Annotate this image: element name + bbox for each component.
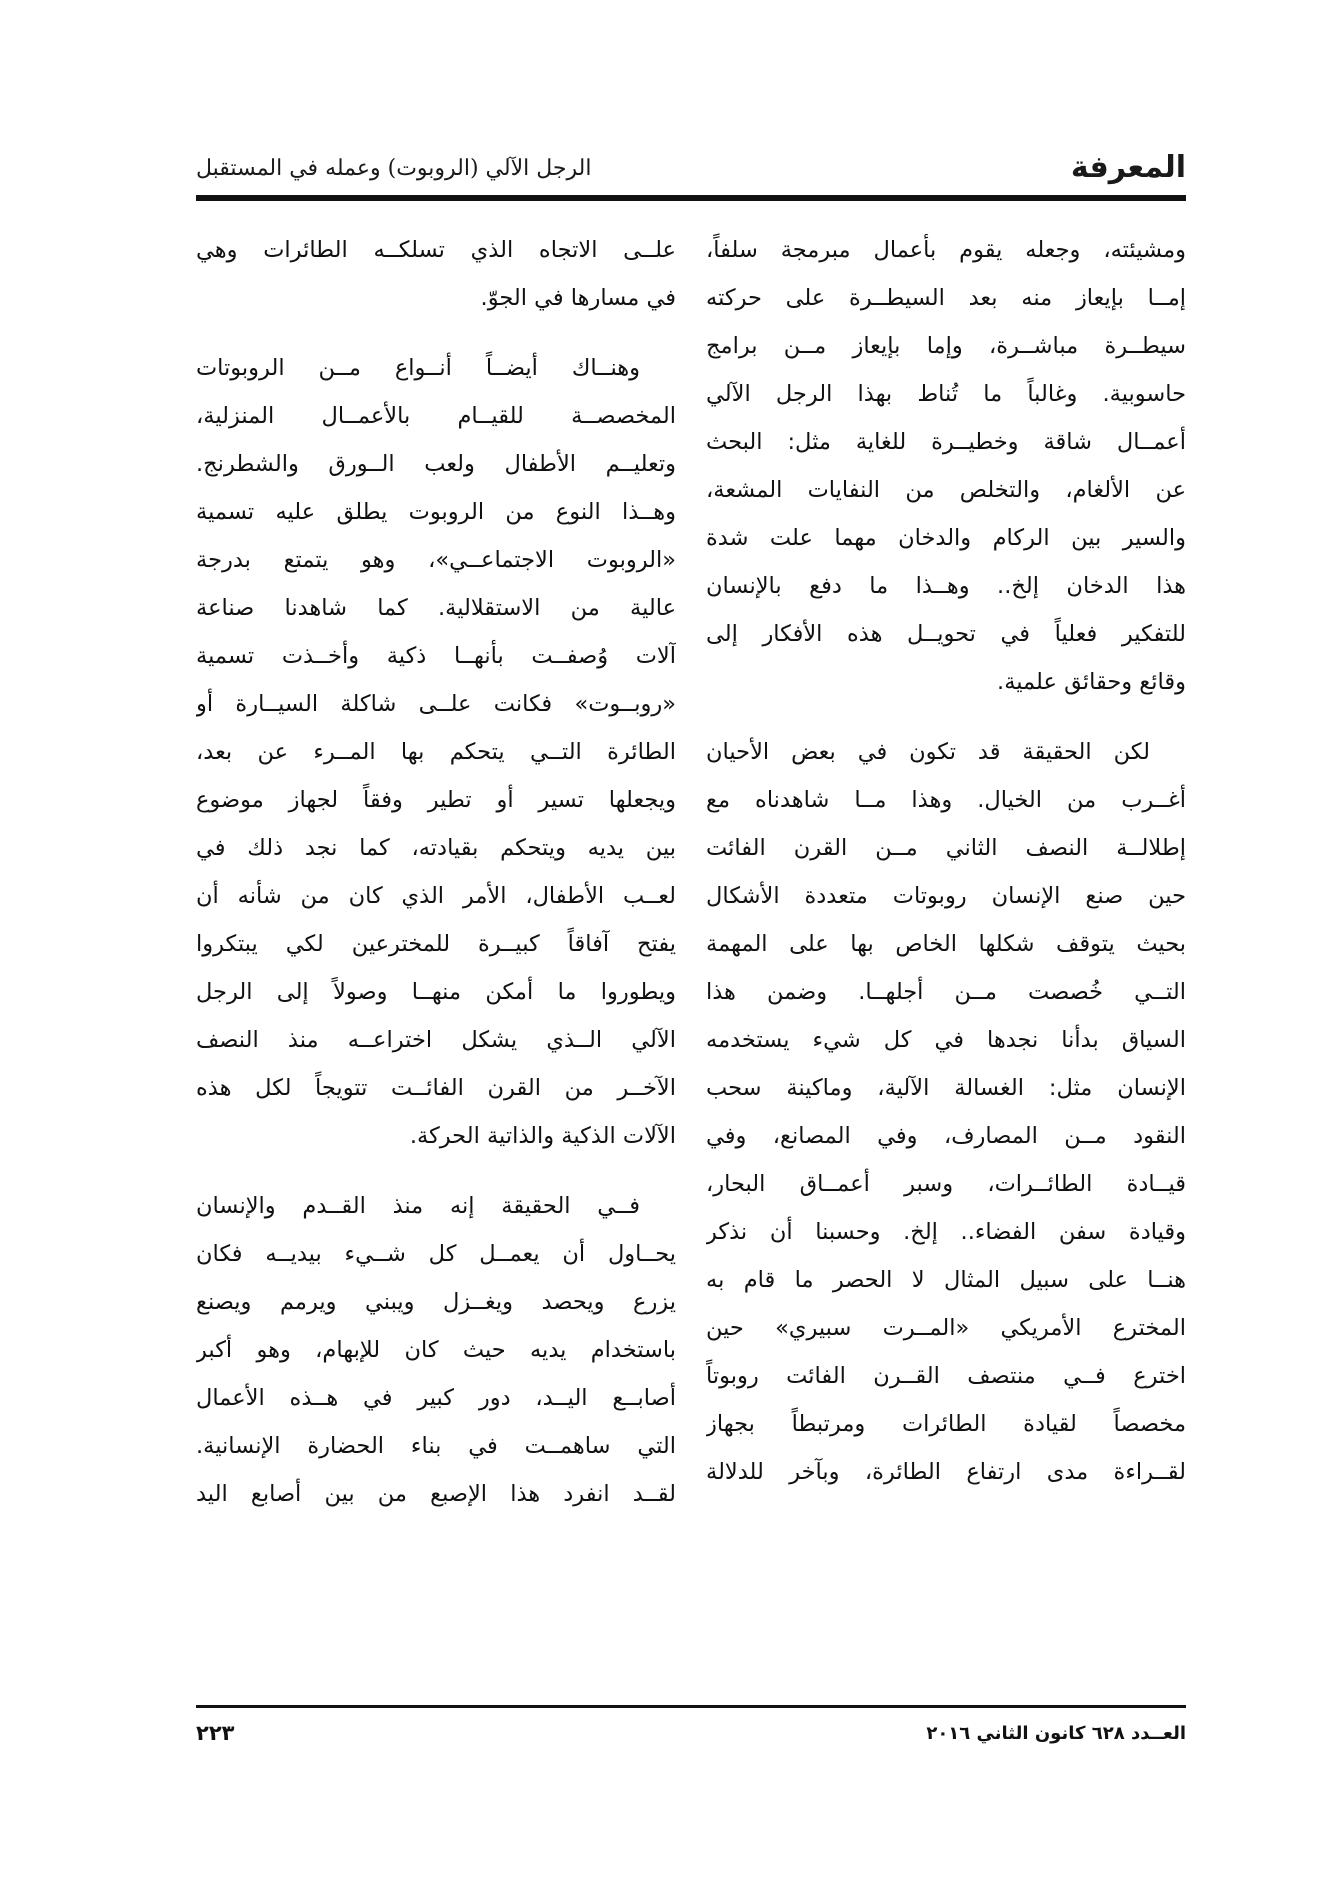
text-line: قيــادة الطائــرات، وسبر أعمــاق البحار، [706, 1171, 1186, 1197]
text-line: «روبــوت» فكانت علــى شاكلة السيــارة أو [196, 691, 676, 717]
text-line: اخترع فــي منتصف القــرن الفائت روبوتاً [706, 1363, 1186, 1389]
paragraph [196, 226, 676, 322]
text-line: سيطــرة مباشــرة، وإما بإيعاز مــن برامج [706, 333, 1186, 359]
text-line: وقيادة سفن الفضاء.. إلخ. وحسبنا أن نذكر [706, 1219, 1186, 1245]
text-line: حاسوبية. وغالباً ما تُناط بهذا الرجل الآلي [706, 381, 1186, 407]
text-line: عالية من الاستقلالية. كما شاهدنا صناعة [196, 595, 676, 621]
text-line: السياق بدأنا نجدها في كل شيء يستخدمه [706, 1027, 1186, 1053]
text-line: الآلات الذكية والذاتية الحركة. [409, 1123, 676, 1149]
running-title: الرجل الآلي (الروبوت) وعمله في المستقبل [196, 156, 592, 181]
header-rule [196, 195, 1186, 201]
text-line: آلات وُصفــت بأنهــا ذكية وأخــذت تسمية [196, 643, 676, 669]
paragraph-gap [196, 322, 676, 344]
text-line: ومشيئته، وجعله يقوم بأعمال مبرمجة سلفاً، [706, 237, 1186, 263]
text-column-left [196, 226, 676, 1518]
text-line: إطلالــة النصف الثاني مــن القرن الفائت [706, 835, 1186, 861]
text-line: يحــاول أن يعمــل كل شــيء بيديــه فكان [196, 1241, 676, 1267]
text-line: حين صنع الإنسان روبوتات متعددة الأشكال [706, 883, 1186, 909]
text-line: «الروبوت الاجتماعــي»، وهو يتمتع بدرجة [196, 547, 676, 573]
text-line: لعــب الأطفال، الأمر الذي كان من شأنه أن [196, 883, 676, 909]
text-line: ويجعلها تسير أو تطير وفقاً لجهاز موضوع [196, 787, 676, 813]
text-line: وهنــاك أيضــاً أنــواع مــن الروبوتات [196, 355, 640, 381]
text-line: الطائرة التــي يتحكم بها المــرء عن بعد، [196, 739, 676, 765]
text-column-right [706, 226, 1186, 1496]
text-line: وتعليــم الأطفال ولعب الــورق والشطرنج. [196, 451, 676, 477]
text-line: أغــرب من الخيال. وهذا مــا شاهدناه مع [706, 787, 1186, 813]
text-line: للتفكير فعلياً في تحويــل هذه الأفكار إلى [706, 621, 1186, 647]
text-line: التــي خُصصت مــن أجلهــا. وضمن هذا [706, 979, 1186, 1005]
text-line: يزرع ويحصد ويغــزل ويبني ويرمم ويصنع [196, 1289, 676, 1315]
text-line: علــى الاتجاه الذي تسلكــه الطائرات وهي [196, 237, 676, 263]
text-line: المخصصــة للقيــام بالأعمــال المنزلية، [196, 403, 676, 429]
paragraph-gap [196, 1160, 676, 1182]
paragraph [706, 728, 1186, 1496]
text-line: وقائع وحقائق علمية. [997, 669, 1186, 695]
text-line: ويطوروا ما أمكن منهــا وصولاً إلى الرجل [196, 979, 676, 1005]
text-line: وهــذا النوع من الروبوت يطلق عليه تسمية [196, 499, 676, 525]
text-line: الآخــر من القرن الفائــت تتويجاً لكل هذه [196, 1075, 676, 1101]
paragraph [196, 344, 676, 1160]
text-line: المخترع الأمريكي «المــرت سبيري» حين [706, 1315, 1186, 1341]
text-line: عن الألغام، والتخلص من النفايات المشعة، [706, 477, 1186, 503]
text-line: والسير بين الركام والدخان مهما علت شدة [706, 525, 1186, 551]
page-number: ٢٢٣ [196, 1721, 235, 1745]
text-line: إمــا بإيعاز منه بعد السيطــرة على حركته [706, 285, 1186, 311]
issue-info: العــدد ٦٢٨ كانون الثاني ٢٠١٦ [926, 1723, 1186, 1744]
text-line: بين يديه ويتحكم بقيادته، كما نجد ذلك في [196, 835, 676, 861]
text-line: بحيث يتوقف شكلها الخاص بها على المهمة [706, 931, 1186, 957]
paragraph-gap [706, 706, 1186, 728]
text-line: الآلي الــذي يشكل اختراعــه منذ النصف [196, 1027, 676, 1053]
text-line: لكن الحقيقة قد تكون في بعض الأحيان [706, 739, 1150, 765]
text-line: مخصصاً لقيادة الطائرات ومرتبطاً بجهاز [706, 1411, 1186, 1437]
text-line: أعمــال شاقة وخطيــرة للغاية مثل: البحث [706, 429, 1186, 455]
text-line: هنــا على سبيل المثال لا الحصر ما قام به [706, 1267, 1186, 1293]
paragraph [706, 226, 1186, 706]
text-line: التي ساهمــت في بناء الحضارة الإنسانية. [196, 1433, 676, 1459]
text-line: لقــراءة مدى ارتفاع الطائرة، وبآخر للدلالة [706, 1459, 1186, 1485]
magazine-logo: المعرفة [1070, 150, 1186, 185]
text-line: الإنسان مثل: الغسالة الآلية، وماكينة سحب [706, 1075, 1186, 1101]
text-line: هذا الدخان إلخ.. وهــذا ما دفع بالإنسان [706, 573, 1186, 599]
text-line: لقــد انفرد هذا الإصبع من بين أصابع اليد [196, 1481, 676, 1507]
text-line: أصابــع اليــد، دور كبير في هــذه الأعمال [196, 1385, 676, 1411]
text-line: يفتح آفاقاً كبيــرة للمخترعين لكي يبتكروا [196, 931, 676, 957]
text-line: فــي الحقيقة إنه منذ القــدم والإنسان [196, 1193, 640, 1219]
paragraph [196, 1182, 676, 1518]
text-line: النقود مــن المصارف، وفي المصانع، وفي [706, 1123, 1186, 1149]
text-line: باستخدام يديه حيث كان للإبهام، وهو أكبر [196, 1337, 676, 1363]
page-header [196, 148, 1186, 192]
footer-rule [196, 1705, 1186, 1708]
text-line: في مسارها في الجوّ. [480, 285, 676, 311]
